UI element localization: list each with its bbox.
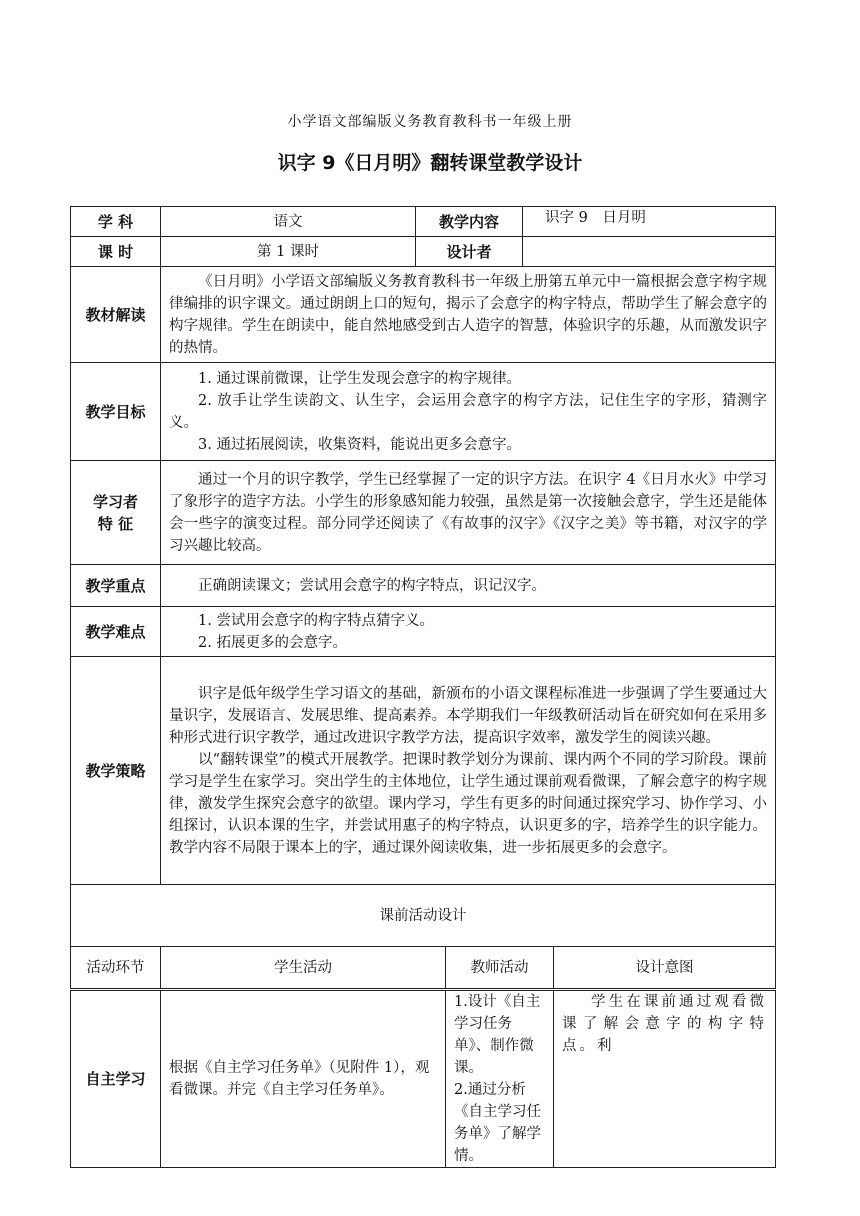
goals-label: 教学目标 <box>71 363 161 461</box>
lesson-plan-table <box>70 206 776 989</box>
activity-student-cell <box>161 991 446 1168</box>
subject-value: 语文 <box>161 207 416 237</box>
key-point-label: 教学重点 <box>71 565 161 607</box>
learner-label-line1: 学习者 <box>92 492 138 511</box>
activity-student-text: 根据《自主学习任务单》（见附件 1），观看微课。并完《自主学习任务单》。 <box>169 1060 430 1098</box>
learner-row <box>71 461 776 565</box>
difficulty-label: 教学难点 <box>71 607 161 657</box>
info-row-subject <box>71 207 776 237</box>
learner-label-line2: 特 征 <box>97 514 134 533</box>
strategy-row <box>71 657 776 885</box>
column-header-teacher: 教师活动 <box>446 947 554 989</box>
activity-stage: 自主学习 <box>71 991 161 1168</box>
document-title: 识字 9《日月明》翻转课堂教学设计 <box>277 152 583 174</box>
pre-class-heading-row <box>71 885 776 947</box>
info-row-period <box>71 237 776 267</box>
activity-intent-text: 学生在课前通过观看微课了解会意字的构字特点。利 <box>562 994 767 1054</box>
document-subtitle: 小学语文部编版义务教育教科书一年级上册 <box>287 114 573 130</box>
difficulty-item: 2. 拓展更多的会意字。 <box>198 634 347 651</box>
table-row <box>71 991 776 1168</box>
strategy-paragraph: 以“翻转课堂”的模式开展教学。把课时教学划分为课前、课内两个不同的学习阶段。课前学习是学生在家学习。突出学生的主体地位，让学生通过课前观看微课，了解会意字的构字规律，激发学生探究会意字的欲望。课内学习，学生有更多的时间通过探究学习、协作学习、小组探讨，认识本课的生字，并尝试用惠子的构字特点，认识更多的字，培养学生的识字能力。教学内容不局限于课本上的字，通过课外阅读收集，进一步拓展更多的会意字。 <box>169 751 768 856</box>
key-point-row <box>71 565 776 607</box>
strategy-cell <box>161 657 776 885</box>
goal-item: 1. 通过课前微课，让学生发现会意字的构字规律。 <box>198 370 521 387</box>
activity-teacher-line: 2.通过分析《自主学习任务单》了解学情。 <box>454 1082 541 1164</box>
activity-teacher-line: 1.设计《自主学习任务单》、制作微课。 <box>454 994 541 1076</box>
column-header-stage: 活动环节 <box>71 947 161 989</box>
textbook-row <box>71 267 776 363</box>
strategy-paragraph: 识字是低年级学生学习语文的基础，新颁布的小语文课程标准进一步强调了学生要通过大量识字，发展语言、发展思维、提高素养。本学期我们一年级教研活动旨在研究如何在采用多种形式进行识字教学，通过改进识字教学方法，提高识字效率，激发学生的阅读兴趣。 <box>169 685 768 746</box>
column-header-student: 学生活动 <box>161 947 446 989</box>
pre-class-heading: 课前活动设计 <box>71 885 776 947</box>
pre-class-column-headers <box>71 947 776 989</box>
goal-item: 2. 放手让学生读韵文、认生字，会运用会意字的构字方法，记住生字的字形，猜测字义。 <box>169 392 768 431</box>
goal-item: 3. 通过拓展阅读，收集资料，能说出更多会意字。 <box>198 436 521 453</box>
key-point-cell <box>161 565 776 607</box>
learner-cell <box>161 461 776 565</box>
strategy-label: 教学策略 <box>71 657 161 885</box>
content-label: 教学内容 <box>416 207 523 237</box>
difficulty-cell <box>161 607 776 657</box>
activity-teacher-cell <box>446 991 554 1168</box>
period-value: 第 1 课时 <box>161 237 416 267</box>
textbook-cell <box>161 267 776 363</box>
designer-label: 设计者 <box>416 237 523 267</box>
content-value: 识字 9 日月明 <box>523 207 776 237</box>
learner-label <box>71 461 161 565</box>
key-point-text: 正确朗读课文；尝试用会意字的构字特点，识记汉字。 <box>198 577 546 594</box>
pre-class-activity-table <box>70 990 776 1168</box>
goals-cell <box>161 363 776 461</box>
textbook-text: 《日月明》小学语文部编版义务教育教科书一年级上册第五单元中一篇根据会意字构字规律编排的识字课文。通过朗朗上口的短句，揭示了会意字的构字特点，帮助学生了解会意字的构字规律。学生在朗读中，能自然地感受到古人造字的智慧，体验识字的乐趣，从而激发识字的热情。 <box>169 273 768 356</box>
period-label: 课 时 <box>71 237 161 267</box>
column-header-intent: 设计意图 <box>554 947 776 989</box>
designer-value <box>523 237 776 267</box>
goals-row <box>71 363 776 461</box>
difficulty-row <box>71 607 776 657</box>
difficulty-item: 1. 尝试用会意字的构字特点猜字义。 <box>198 612 434 629</box>
learner-text: 通过一个月的识字教学，学生已经掌握了一定的识字方法。在识字 4《日月水火》中学习了象形字的造字方法。小学生的形象感知能力较强，虽然是第一次接触会意字，学生还是能体会一些字的演变过程。部分同学还阅读了《有故事的汉字》《汉字之美》等书籍，对汉字的学习兴趣比较高。 <box>169 471 768 554</box>
activity-intent-cell <box>554 991 776 1168</box>
subject-label: 学 科 <box>71 207 161 237</box>
textbook-label: 教材解读 <box>71 267 161 363</box>
